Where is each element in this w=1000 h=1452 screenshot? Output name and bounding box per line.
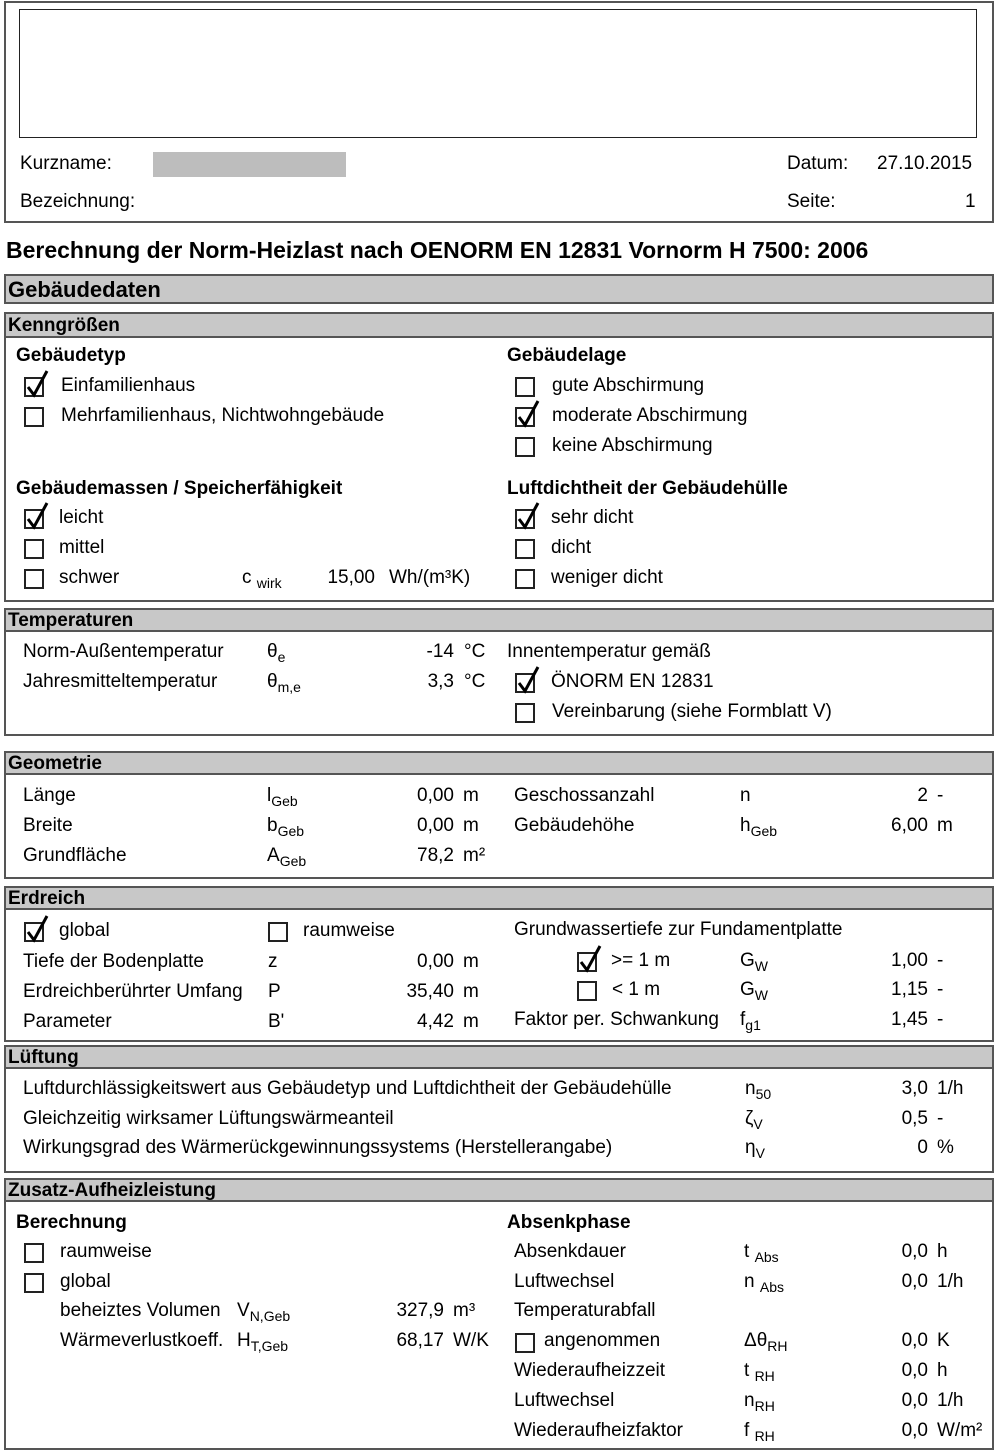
parameter-symbol: B' xyxy=(268,1011,285,1032)
tiefe-label: Tiefe der Bodenplatte xyxy=(23,951,204,972)
page-title: Berechnung der Norm-Heizlast nach OENORM EN 12831 Vornorm H 7500: 2006 xyxy=(6,237,869,263)
checkbox-gw-lt1m[interactable] xyxy=(577,981,597,1001)
angenommen-unit: K xyxy=(937,1330,950,1351)
luftwechsel-abs-unit: 1/h xyxy=(937,1271,964,1292)
angenommen-label: angenommen xyxy=(544,1330,661,1351)
laenge-value: 0,00 xyxy=(417,785,454,806)
n50-value: 3,0 xyxy=(901,1078,928,1099)
parameter-label: Parameter xyxy=(23,1011,112,1032)
absenk-heading: Absenkphase xyxy=(507,1212,631,1233)
label-mehrfamilienhaus: Mehrfamilienhaus, Nichtwohngebäude xyxy=(61,405,385,426)
eta-sub: V xyxy=(755,1145,765,1161)
label-oenorm: ÖNORM EN 12831 xyxy=(551,671,714,692)
wiederaufheizzeit-unit: h xyxy=(937,1360,948,1381)
checkbox-schwer[interactable] xyxy=(24,569,44,589)
koeff-sym: H xyxy=(237,1330,251,1351)
gw-lt1m-sub: W xyxy=(754,987,768,1003)
erdreich-title: Erdreich xyxy=(8,888,86,909)
geschossanzahl-unit: - xyxy=(937,785,944,806)
gw-lt1m-sym: G xyxy=(740,979,755,1000)
label-einfamilienhaus: Einfamilienhaus xyxy=(61,375,196,396)
label-gw-lt1m: < 1 m xyxy=(612,979,661,1000)
luftwechsel-abs-symbol xyxy=(744,1271,784,1295)
parameter-unit: m xyxy=(463,1011,479,1032)
grundflaeche-unit: m² xyxy=(463,845,486,866)
eta-sym: η xyxy=(745,1137,756,1158)
luftwechsel-rh-sub: RH xyxy=(754,1398,775,1414)
volumen-value: 327,9 xyxy=(396,1300,444,1321)
luftwechsel-abs-value: 0,0 xyxy=(901,1271,928,1292)
wiederaufheizzeit-sub: RH xyxy=(754,1368,775,1384)
umfang-symbol: P xyxy=(268,981,281,1002)
volumen-unit: m³ xyxy=(453,1300,476,1321)
gebaeudelage-heading: Gebäudelage xyxy=(507,345,627,366)
label-mittel: mittel xyxy=(59,537,105,558)
gw-ge1m-unit: - xyxy=(937,950,944,971)
grundflaeche-sub: Geb xyxy=(279,853,307,869)
absenkdauer-label: Absenkdauer xyxy=(514,1241,626,1262)
checkbox-oenorm[interactable] xyxy=(515,673,535,693)
kurzname-redacted xyxy=(153,152,346,177)
luftwechsel-abs-sym: n xyxy=(744,1271,755,1292)
jahresmitteltemp-unit: °C xyxy=(464,671,486,692)
absenkdauer-unit: h xyxy=(937,1241,948,1262)
label-moderate-abschirmung: moderate Abschirmung xyxy=(552,405,748,426)
absenkdauer-sym: t xyxy=(744,1241,750,1262)
c-wirk-symbol xyxy=(242,567,282,591)
tiefe-symbol: z xyxy=(268,951,278,972)
absenkdauer-sub: Abs xyxy=(754,1249,779,1265)
gebaeudehoehe-label: Gebäudehöhe xyxy=(514,815,635,836)
label-gw-ge1m: >= 1 m xyxy=(611,950,671,971)
norm-aussentemp-symbol xyxy=(267,641,285,665)
gebaeudehoehe-unit: m xyxy=(937,815,953,836)
koeff-unit: W/K xyxy=(453,1330,489,1351)
breite-sym: b xyxy=(267,815,278,836)
kenngroessen-box xyxy=(4,312,994,602)
geschossanzahl-label: Geschossanzahl xyxy=(514,785,655,806)
jahresmitteltemp-symbol xyxy=(267,671,301,695)
checkbox-dicht[interactable] xyxy=(515,539,535,559)
massen-heading: Gebäudemassen / Speicherfähigkeit xyxy=(16,478,343,499)
label-vereinbarung: Vereinbarung (siehe Formblatt V) xyxy=(552,701,832,722)
checkbox-gw-ge1m[interactable] xyxy=(577,952,597,972)
n50-symbol xyxy=(745,1078,771,1102)
gebaeudehoehe-sub: Geb xyxy=(750,823,778,839)
koeff-symbol xyxy=(237,1330,297,1354)
label-leicht: leicht xyxy=(59,507,104,528)
eta-unit: % xyxy=(937,1137,954,1158)
wiederaufheizzeit-sym: t xyxy=(744,1360,750,1381)
umfang-value: 35,40 xyxy=(406,981,454,1002)
grundflaeche-symbol xyxy=(267,845,306,869)
grundflaeche-sym: A xyxy=(267,845,280,866)
luftwechsel-rh-value: 0,0 xyxy=(901,1390,928,1411)
label-sehr-dicht: sehr dicht xyxy=(551,507,634,528)
faktor-unit: - xyxy=(937,1009,944,1030)
seite-label: Seite: xyxy=(787,191,836,212)
label-erdreich-global: global xyxy=(59,920,110,941)
checkbox-einfamilienhaus[interactable] xyxy=(24,377,44,397)
geschossanzahl-value: 2 xyxy=(917,785,928,806)
section-lueftung xyxy=(4,1045,994,1069)
eta-value: 0 xyxy=(917,1137,928,1158)
label-keine-abschirmung: keine Abschirmung xyxy=(552,435,713,456)
eta-symbol xyxy=(745,1137,765,1161)
header-inner-box xyxy=(19,9,977,138)
tiefe-unit: m xyxy=(463,951,479,972)
jahresmitteltemp-value: 3,3 xyxy=(427,671,454,692)
norm-aussentemp-label: Norm-Außentemperatur xyxy=(23,641,224,662)
checkbox-sehr-dicht[interactable] xyxy=(515,509,535,529)
checkbox-zusatz-raumweise[interactable] xyxy=(24,1243,44,1263)
n50-label: Luftdurchlässigkeitswert aus Gebäudetyp und Luftdichtheit der Gebäudehülle xyxy=(23,1078,672,1099)
n50-sub: 50 xyxy=(755,1086,772,1102)
section-gebaeudedaten-title: Gebäudedaten xyxy=(8,277,161,302)
checkmark-icon xyxy=(578,944,604,974)
gw-lt1m-symbol xyxy=(740,979,768,1003)
faktor-sub: g1 xyxy=(745,1017,761,1033)
angenommen-sub: RH xyxy=(767,1338,788,1354)
checkbox-mehrfamilienhaus[interactable] xyxy=(24,407,44,427)
volumen-label: beheiztes Volumen xyxy=(60,1300,221,1321)
c-wirk-sub: wirk xyxy=(256,575,282,591)
bezeichnung-label: Bezeichnung: xyxy=(20,191,136,212)
wiederaufheizzeit-label: Wiederaufheizzeit xyxy=(514,1360,666,1381)
seite-value: 1 xyxy=(965,191,976,212)
c-wirk-unit: Wh/(m³K) xyxy=(389,567,471,588)
checkbox-gute-abschirmung[interactable] xyxy=(515,377,535,397)
absenkdauer-value: 0,0 xyxy=(901,1241,928,1262)
umfang-unit: m xyxy=(463,981,479,1002)
grundwasser-heading: Grundwassertiefe zur Fundamentplatte xyxy=(514,919,843,940)
faktor-value: 1,45 xyxy=(891,1009,928,1030)
norm-aussentemp-sub: e xyxy=(277,649,286,665)
temperaturabfall-label: Temperaturabfall xyxy=(514,1300,656,1321)
c-wirk-value: 15,00 xyxy=(327,567,375,588)
geschossanzahl-symbol: n xyxy=(740,785,751,806)
gw-ge1m-value: 1,00 xyxy=(891,950,928,971)
checkbox-zusatz-global[interactable] xyxy=(24,1273,44,1293)
wiederaufheizfaktor-unit: W/m² xyxy=(937,1420,983,1441)
gw-ge1m-symbol xyxy=(740,950,768,974)
norm-aussentemp-value: -14 xyxy=(426,641,454,662)
checkbox-mittel[interactable] xyxy=(24,539,44,559)
section-temperaturen xyxy=(4,608,994,632)
checkmark-icon xyxy=(516,665,542,695)
laenge-symbol xyxy=(267,785,298,809)
parameter-value: 4,42 xyxy=(417,1011,454,1032)
breite-label: Breite xyxy=(23,815,73,836)
gebaeudehoehe-symbol xyxy=(740,815,777,839)
laenge-label: Länge xyxy=(23,785,76,806)
wiederaufheizzeit-value: 0,0 xyxy=(901,1360,928,1381)
checkbox-leicht[interactable] xyxy=(24,509,44,529)
gebaeudehoehe-sym: h xyxy=(740,815,751,836)
wiederaufheizzeit-symbol xyxy=(744,1360,775,1384)
volumen-symbol xyxy=(237,1300,290,1324)
gw-ge1m-sym: G xyxy=(740,950,755,971)
luftwechsel-rh-sym: n xyxy=(744,1390,755,1411)
lueftung-title: Lüftung xyxy=(8,1047,79,1068)
gw-ge1m-sub: W xyxy=(754,958,768,974)
innentemp-heading: Innentemperatur gemäß xyxy=(507,641,711,662)
checkmark-icon xyxy=(25,914,51,944)
datum-label: Datum: xyxy=(787,153,849,174)
datum-value: 27.10.2015 xyxy=(877,153,973,174)
checkbox-angenommen[interactable] xyxy=(515,1333,535,1353)
gebaeudetyp-heading: Gebäudetyp xyxy=(16,345,126,366)
checkbox-moderate-abschirmung[interactable] xyxy=(515,407,535,427)
jahresmitteltemp-sub: m,e xyxy=(277,679,301,695)
breite-value: 0,00 xyxy=(417,815,454,836)
angenommen-sym: Δθ xyxy=(744,1330,768,1351)
section-geometrie xyxy=(4,751,994,775)
laenge-sym: l xyxy=(267,785,272,806)
norm-aussentemp-sym: θ xyxy=(267,641,278,662)
angenommen-symbol xyxy=(744,1330,788,1354)
volumen-sym: V xyxy=(237,1300,250,1321)
luftdichtheit-heading: Luftdichtheit der Gebäudehülle xyxy=(507,478,788,499)
checkmark-icon xyxy=(25,501,51,531)
label-zusatz-raumweise: raumweise xyxy=(60,1241,152,1262)
zusatz-title: Zusatz-Aufheizleistung xyxy=(8,1180,216,1201)
n50-unit: 1/h xyxy=(937,1078,964,1099)
label-dicht: dicht xyxy=(551,537,592,558)
luftwechsel-abs-sub: Abs xyxy=(759,1279,784,1295)
checkmark-icon xyxy=(25,369,51,399)
section-kenngroessen xyxy=(4,312,994,338)
n50-sym: n xyxy=(745,1078,756,1099)
berechnung-heading: Berechnung xyxy=(16,1212,127,1233)
label-erdreich-raumweise: raumweise xyxy=(303,920,395,941)
wiederaufheizfaktor-value: 0,0 xyxy=(901,1420,928,1441)
luftwechsel-rh-symbol xyxy=(744,1390,775,1414)
checkmark-icon xyxy=(516,399,542,429)
label-schwer: schwer xyxy=(59,567,120,588)
grundflaeche-value: 78,2 xyxy=(417,845,454,866)
faktor-sym: f xyxy=(740,1009,746,1030)
luftwechsel-abs-label: Luftwechsel xyxy=(514,1271,615,1292)
label-weniger-dicht: weniger dicht xyxy=(551,567,663,588)
zeta-value: 0,5 xyxy=(901,1108,928,1129)
absenkdauer-symbol xyxy=(744,1241,779,1265)
angenommen-value: 0,0 xyxy=(901,1330,928,1351)
checkbox-weniger-dicht[interactable] xyxy=(515,569,535,589)
c-wirk-sym: c xyxy=(242,567,252,588)
kenngroessen-title: Kenngrößen xyxy=(8,315,120,336)
zeta-symbol xyxy=(745,1108,763,1132)
faktor-label: Faktor per. Schwankung xyxy=(514,1009,719,1030)
tiefe-value: 0,00 xyxy=(417,951,454,972)
gw-lt1m-value: 1,15 xyxy=(891,979,928,1000)
geometrie-title: Geometrie xyxy=(8,753,102,774)
koeff-sub: T,Geb xyxy=(250,1338,289,1354)
section-erdreich xyxy=(4,886,994,910)
norm-aussentemp-unit: °C xyxy=(464,641,486,662)
wiederaufheizfaktor-sym: f xyxy=(744,1420,750,1441)
zeta-sub: V xyxy=(753,1116,763,1132)
luftwechsel-rh-label: Luftwechsel xyxy=(514,1390,615,1411)
kurzname-label: Kurzname: xyxy=(20,153,112,174)
checkmark-icon xyxy=(516,501,542,531)
wiederaufheizfaktor-symbol xyxy=(744,1420,775,1444)
checkbox-keine-abschirmung[interactable] xyxy=(515,437,535,457)
faktor-symbol xyxy=(740,1009,761,1033)
temperaturen-title: Temperaturen xyxy=(8,610,134,631)
grundflaeche-label: Grundfläche xyxy=(23,845,127,866)
gw-lt1m-unit: - xyxy=(937,979,944,1000)
jahresmitteltemp-label: Jahresmitteltemperatur xyxy=(23,671,218,692)
label-zusatz-global: global xyxy=(60,1271,111,1292)
koeff-label: Wärmeverlustkoeff. xyxy=(60,1330,224,1351)
umfang-label: Erdreichberührter Umfang xyxy=(23,981,243,1002)
zeta-label: Gleichzeitig wirksamer Lüftungswärmeanteil xyxy=(23,1108,394,1129)
checkbox-erdreich-global[interactable] xyxy=(24,922,44,942)
wiederaufheizfaktor-label: Wiederaufheizfaktor xyxy=(514,1420,683,1441)
checkbox-erdreich-raumweise[interactable] xyxy=(268,922,288,942)
laenge-unit: m xyxy=(463,785,479,806)
jahresmitteltemp-sym: θ xyxy=(267,671,278,692)
zeta-sym: ζ xyxy=(745,1108,754,1129)
breite-sub: Geb xyxy=(277,823,305,839)
section-zusatz xyxy=(4,1178,994,1202)
eta-label: Wirkungsgrad des Wärmerückgewinnungssystems (Herstellerangabe) xyxy=(23,1137,613,1158)
label-gute-abschirmung: gute Abschirmung xyxy=(552,375,705,396)
volumen-sub: N,Geb xyxy=(249,1308,291,1324)
breite-unit: m xyxy=(463,815,479,836)
zeta-unit: - xyxy=(937,1108,944,1129)
wiederaufheizfaktor-sub: RH xyxy=(754,1428,775,1444)
koeff-value: 68,17 xyxy=(396,1330,444,1351)
section-gebaeudedaten xyxy=(4,274,994,304)
checkbox-vereinbarung[interactable] xyxy=(515,703,535,723)
luftwechsel-rh-unit: 1/h xyxy=(937,1390,964,1411)
laenge-sub: Geb xyxy=(271,793,298,809)
breite-symbol xyxy=(267,815,304,839)
gebaeudehoehe-value: 6,00 xyxy=(891,815,928,836)
